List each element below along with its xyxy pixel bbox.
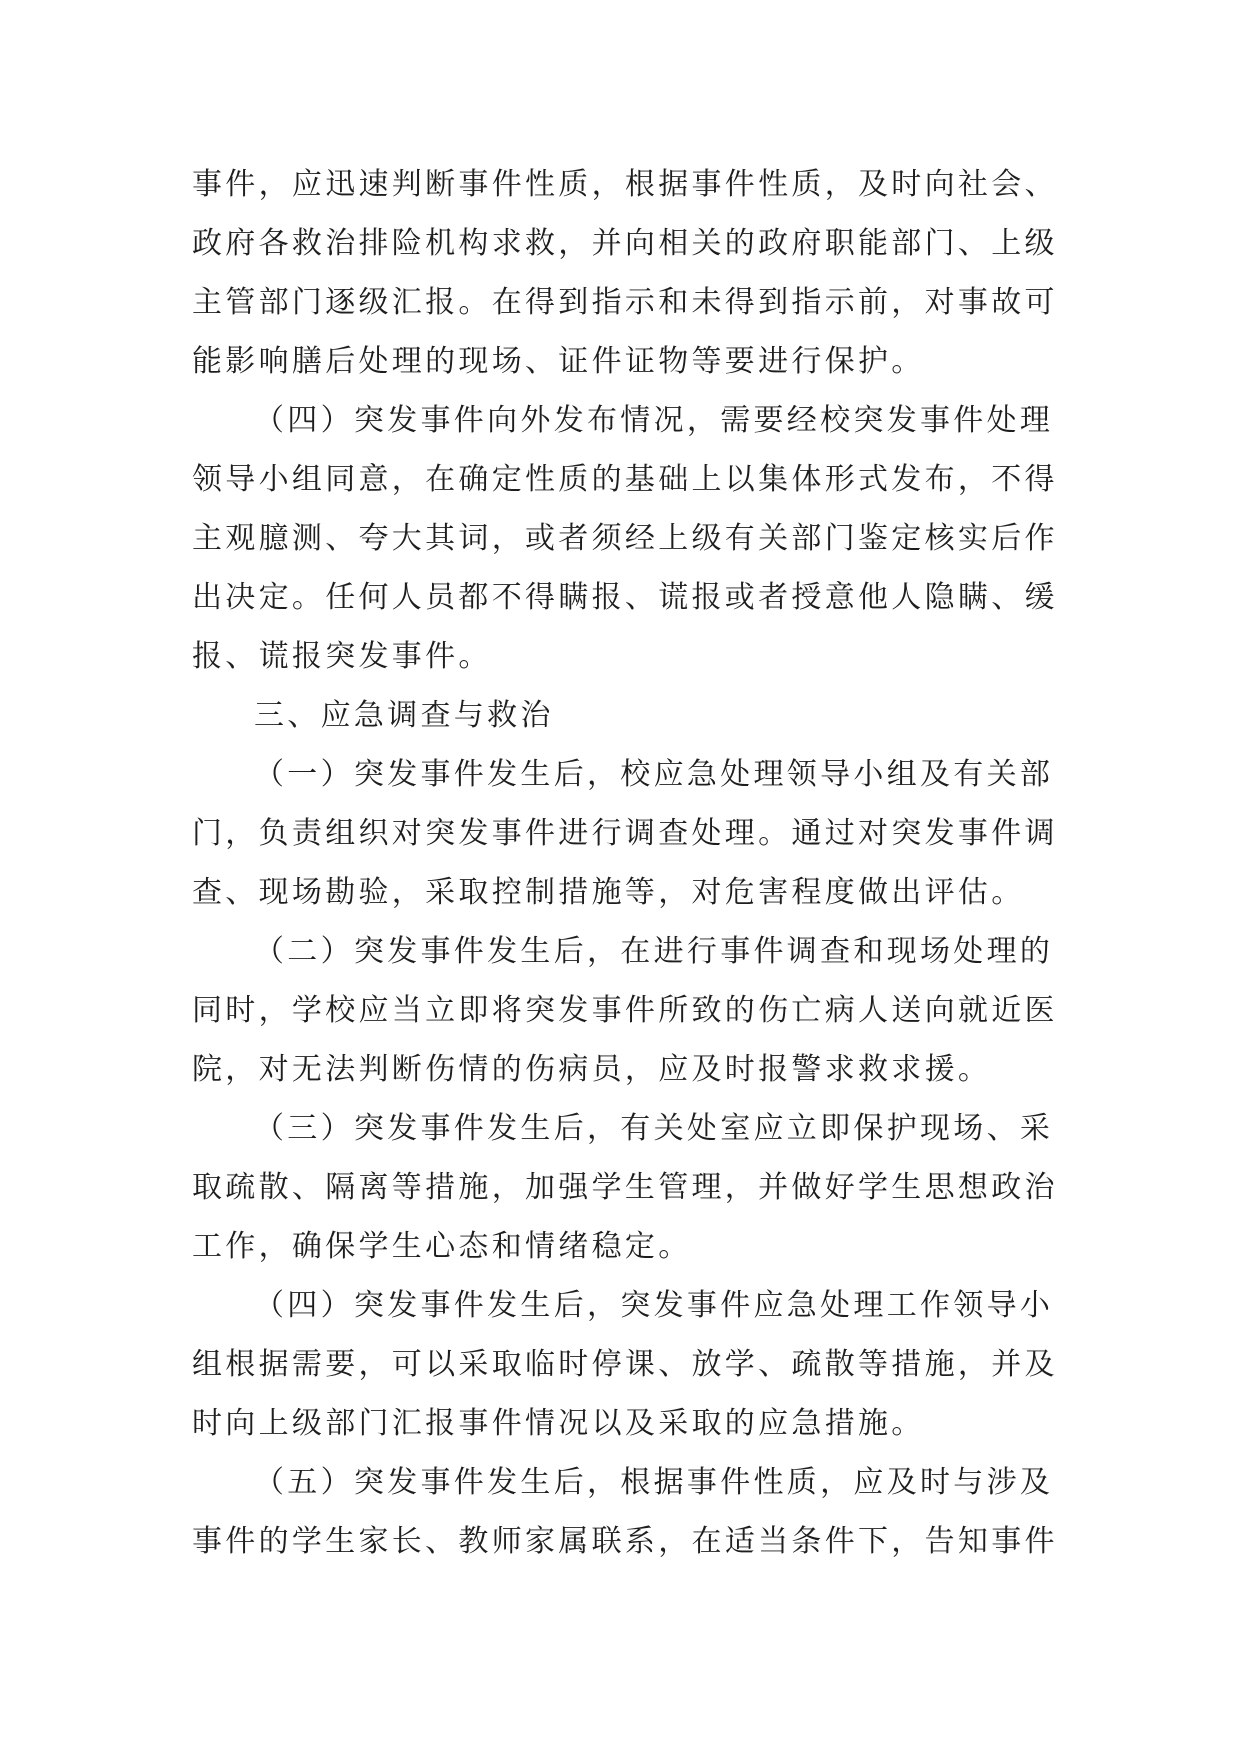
text-line: 主观臆测、夸大其词，或者须经上级有关部门鉴定核实后作	[192, 521, 1058, 556]
text-line: 领导小组同意，在确定性质的基础上以集体形式发布，不得	[192, 462, 1058, 497]
text-line: （二）突发事件发生后，在进行事件调查和现场处理的	[254, 934, 1054, 969]
text-line: （三）突发事件发生后，有关处室应立即保护现场、采	[254, 1111, 1054, 1146]
text-line: 主管部门逐级汇报。在得到指示和未得到指示前，对事故可	[192, 285, 1058, 320]
text-line: （四）突发事件发生后，突发事件应急处理工作领导小	[254, 1288, 1054, 1323]
text-line: 政府各救治排险机构求救，并向相关的政府职能部门、上级	[192, 226, 1058, 261]
text-line: 时向上级部门汇报事件情况以及采取的应急措施。	[192, 1406, 925, 1441]
text-line: 报、谎报突发事件。	[192, 639, 492, 674]
text-line: 查、现场勘验，采取控制措施等，对危害程度做出评估。	[192, 875, 1025, 910]
text-line: （四）突发事件向外发布情况，需要经校突发事件处理	[254, 403, 1054, 438]
text-line: 出决定。任何人员都不得瞒报、谎报或者授意他人隐瞒、缓	[192, 580, 1058, 615]
text-line: 能影响膳后处理的现场、证件证物等要进行保护。	[192, 344, 925, 379]
text-line: 取疏散、隔离等措施，加强学生管理，并做好学生思想政治	[192, 1170, 1058, 1205]
text-line: 事件的学生家长、教师家属联系，在适当条件下，告知事件	[192, 1524, 1058, 1559]
text-line: 门，负责组织对突发事件进行调查处理。通过对突发事件调	[192, 816, 1058, 851]
text-line: 院，对无法判断伤情的伤病员，应及时报警求救求援。	[192, 1052, 992, 1087]
text-line: 组根据需要，可以采取临时停课、放学、疏散等措施，并及	[192, 1347, 1058, 1382]
text-line: 工作，确保学生心态和情绪稳定。	[192, 1229, 692, 1264]
text-line: （五）突发事件发生后，根据事件性质，应及时与涉及	[254, 1465, 1054, 1500]
section-heading: 三、应急调查与救治	[254, 698, 554, 733]
text-line: 事件，应迅速判断事件性质，根据事件性质，及时向社会、	[192, 167, 1058, 202]
text-line: 同时，学校应当立即将突发事件所致的伤亡病人送向就近医	[192, 993, 1058, 1028]
text-line: （一）突发事件发生后，校应急处理领导小组及有关部	[254, 757, 1054, 792]
